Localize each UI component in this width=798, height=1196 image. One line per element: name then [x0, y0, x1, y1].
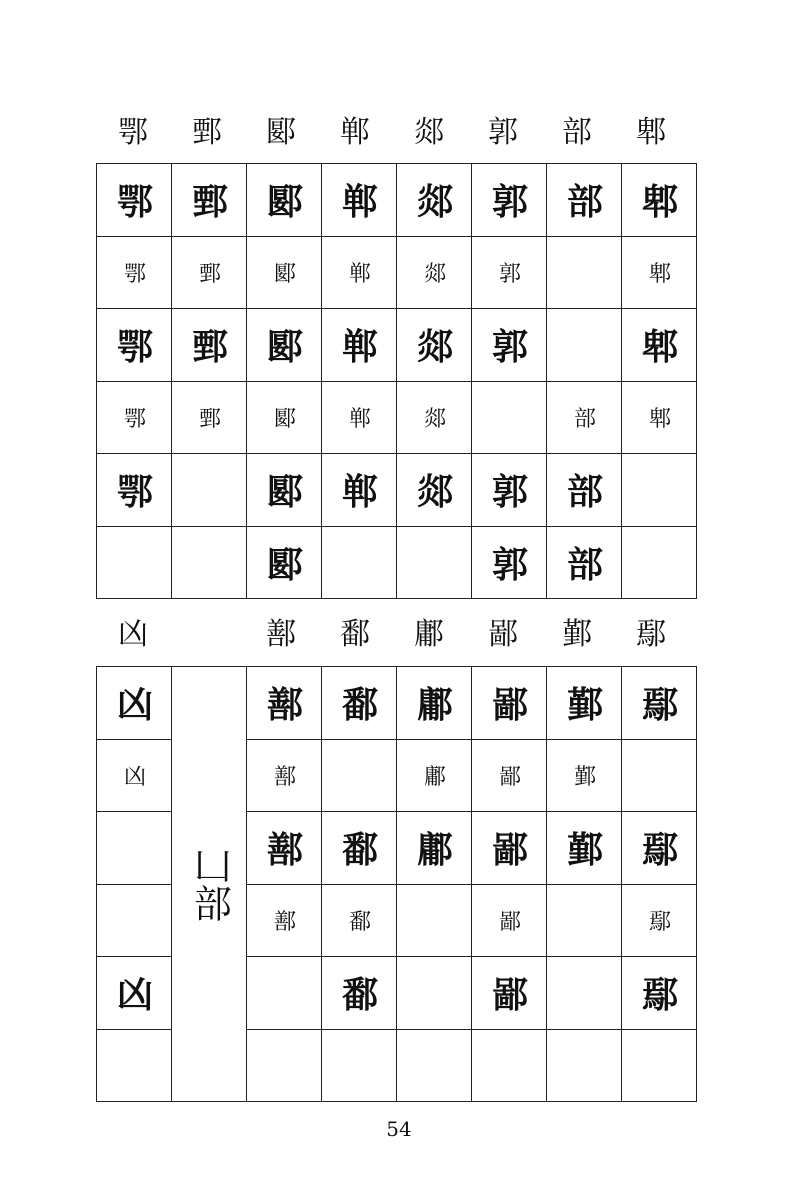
- glyph-cell: 鄱: [322, 667, 397, 740]
- glyph-cell: 郭: [472, 526, 547, 599]
- glyph-cell: 鄞: [547, 812, 622, 885]
- column-header: 郯: [414, 115, 444, 150]
- column-header: 鄱: [340, 617, 370, 652]
- glyph-cell: 郭: [472, 164, 547, 237]
- column-header: 鄢: [636, 617, 666, 652]
- glyph-cell: 郭: [472, 309, 547, 382]
- glyph-cell: 鄄: [172, 381, 247, 454]
- glyph-cell: 郸: [322, 164, 397, 237]
- glyph-cell: 郯: [397, 454, 472, 527]
- glyph-cell: 凶: [97, 667, 172, 740]
- empty-cell: [397, 526, 472, 599]
- glyph-cell: 鄢: [622, 667, 697, 740]
- empty-cell: [97, 526, 172, 599]
- empty-cell: [622, 526, 697, 599]
- table-row: [97, 526, 697, 599]
- glyph-cell: 鄯: [247, 884, 322, 957]
- table-row: [97, 309, 697, 382]
- glyph-cell: 鄱: [322, 884, 397, 957]
- glyph-cell: 部: [547, 454, 622, 527]
- glyph-cell: 鄘: [397, 812, 472, 885]
- glyph-cell: 郫: [622, 164, 697, 237]
- glyph-cell: 鄞: [547, 667, 622, 740]
- empty-cell: [97, 1029, 172, 1102]
- table-row: [97, 667, 697, 740]
- empty-cell: [172, 526, 247, 599]
- glyph-cell: 郸: [322, 381, 397, 454]
- glyph-cell: 鄘: [397, 667, 472, 740]
- column-header: 郸: [340, 115, 370, 150]
- top-glyph-table: [96, 163, 697, 599]
- glyph-cell: 鄙: [472, 884, 547, 957]
- column-header: 凶: [118, 617, 148, 652]
- glyph-cell: 部: [547, 164, 622, 237]
- glyph-cell: 鄂: [97, 309, 172, 382]
- column-header: 鄞: [562, 617, 592, 652]
- glyph-cell: 鄱: [322, 812, 397, 885]
- glyph-cell: 鄂: [97, 454, 172, 527]
- glyph-cell: 凶: [97, 739, 172, 812]
- glyph-cell: 郫: [622, 309, 697, 382]
- glyph-cell: 郯: [397, 381, 472, 454]
- glyph-cell: 鄞: [547, 739, 622, 812]
- glyph-cell: 鄄: [172, 164, 247, 237]
- glyph-cell: 郭: [472, 454, 547, 527]
- empty-cell: [247, 1029, 322, 1102]
- table-row: [97, 454, 697, 527]
- glyph-cell: 郯: [397, 309, 472, 382]
- empty-cell: [622, 739, 697, 812]
- page-number: 54: [386, 1117, 412, 1141]
- glyph-cell: 鄙: [472, 739, 547, 812]
- glyph-cell: 鄄: [172, 309, 247, 382]
- glyph-cell: 郸: [322, 454, 397, 527]
- column-header: 鄙: [488, 617, 518, 652]
- glyph-cell: 郸: [322, 309, 397, 382]
- bottom-header-row: [96, 617, 688, 652]
- column-header: 鄯: [266, 617, 296, 652]
- glyph-cell: 郭: [472, 236, 547, 309]
- glyph-cell: 凶: [97, 957, 172, 1030]
- glyph-cell: 郯: [397, 164, 472, 237]
- glyph-cell: 鄂: [97, 381, 172, 454]
- empty-cell: [397, 884, 472, 957]
- glyph-cell: 鄂: [97, 236, 172, 309]
- empty-cell: [547, 309, 622, 382]
- empty-cell: [397, 957, 472, 1030]
- empty-cell: [472, 381, 547, 454]
- top-header-row: [96, 115, 688, 150]
- glyph-cell: 郾: [247, 164, 322, 237]
- glyph-cell: 郫: [622, 381, 697, 454]
- table-row: [97, 164, 697, 237]
- glyph-cell: 郾: [247, 526, 322, 599]
- column-header: 鄘: [414, 617, 444, 652]
- glyph-cell: 鄱: [322, 957, 397, 1030]
- empty-cell: [472, 1029, 547, 1102]
- glyph-cell: 郾: [247, 454, 322, 527]
- empty-cell: [547, 236, 622, 309]
- empty-cell: [322, 1029, 397, 1102]
- empty-cell: [397, 1029, 472, 1102]
- glyph-cell: 鄯: [247, 812, 322, 885]
- table-row: [97, 381, 697, 454]
- bottom-glyph-table: [96, 666, 697, 1102]
- glyph-cell: 鄙: [472, 957, 547, 1030]
- glyph-cell: 鄢: [622, 812, 697, 885]
- glyph-cell: 部: [547, 526, 622, 599]
- empty-cell: [97, 812, 172, 885]
- column-header: 鄂: [118, 115, 148, 150]
- empty-cell: [172, 454, 247, 527]
- glyph-cell: 郫: [622, 236, 697, 309]
- radical-label-cell: [172, 667, 247, 1102]
- glyph-cell: 鄘: [397, 739, 472, 812]
- glyph-cell: 郾: [247, 309, 322, 382]
- empty-cell: [322, 526, 397, 599]
- empty-cell: [547, 1029, 622, 1102]
- glyph-cell: 郾: [247, 381, 322, 454]
- glyph-cell: 鄢: [622, 884, 697, 957]
- radical-label: 凵部: [187, 846, 232, 922]
- glyph-cell: 鄯: [247, 667, 322, 740]
- glyph-cell: 郾: [247, 236, 322, 309]
- glyph-cell: 鄢: [622, 957, 697, 1030]
- empty-cell: [97, 884, 172, 957]
- column-header: 郭: [488, 115, 518, 150]
- table-row: [97, 236, 697, 309]
- column-header: 郾: [266, 115, 296, 150]
- glyph-cell: 郸: [322, 236, 397, 309]
- glyph-cell: 鄄: [172, 236, 247, 309]
- glyph-cell: 鄙: [472, 812, 547, 885]
- glyph-cell: 鄂: [97, 164, 172, 237]
- glyph-cell: 郯: [397, 236, 472, 309]
- empty-cell: [322, 739, 397, 812]
- glyph-cell: 鄙: [472, 667, 547, 740]
- column-header: 部: [562, 115, 592, 150]
- empty-cell: [622, 454, 697, 527]
- glyph-cell: 鄯: [247, 739, 322, 812]
- empty-cell: [547, 957, 622, 1030]
- column-header: 鄄: [192, 115, 222, 150]
- empty-cell: [247, 957, 322, 1030]
- empty-cell: [622, 1029, 697, 1102]
- column-header: 郫: [636, 115, 666, 150]
- column-header: [170, 620, 244, 650]
- empty-cell: [547, 884, 622, 957]
- glyph-cell: 部: [547, 381, 622, 454]
